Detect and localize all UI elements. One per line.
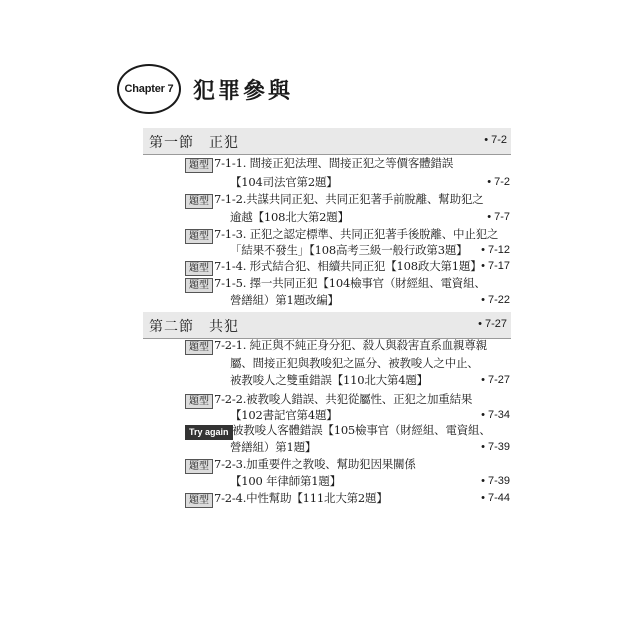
page-number: • 7-44 xyxy=(481,492,510,504)
page-number: • 7-39 xyxy=(481,441,510,453)
question-type-tag: 題型 xyxy=(185,459,213,474)
page-number: • 7-17 xyxy=(481,260,510,272)
page-number: • 7-39 xyxy=(481,475,510,487)
entry-title-line: 7-2-3.加重要件之教唆、幫助犯因果關係 xyxy=(214,457,416,471)
entry-title-line: 營繕組）第1題改編】 xyxy=(230,293,339,307)
page-number: • 7-27 xyxy=(478,318,507,330)
entry-title-line: 營繕組）第1題】 xyxy=(230,440,317,454)
entry-title-line: 7-2-2.被教唆人錯誤、共犯從屬性、正犯之加重結果 xyxy=(214,392,473,406)
page-number: • 7-12 xyxy=(481,244,510,256)
question-type-tag: 題型 xyxy=(185,158,213,173)
page-number: • 7-27 xyxy=(481,374,510,386)
section-title: 第二節 共犯 xyxy=(149,319,239,335)
question-type-tag: 題型 xyxy=(185,261,213,276)
question-type-tag: 題型 xyxy=(185,340,213,355)
entry-title-line: 7-1-2.共謀共同正犯、共同正犯著手前脫離、幫助犯之 xyxy=(214,192,484,206)
question-type-tag: 題型 xyxy=(185,394,213,409)
entry-title-line: 被教唆人客體錯誤【105檢事官（財經組、電資組、 xyxy=(232,423,491,437)
question-type-tag: 題型 xyxy=(185,278,213,293)
entry-title-line: 「結果不發生」【108高考三級一般行政第3題】 xyxy=(230,243,468,257)
entry-title-line: 7-1-5. 擇一共同正犯【104檢事官（財經組、電資組、 xyxy=(214,276,486,290)
section-title: 第一節 正犯 xyxy=(149,135,239,151)
entry-title-line: 【100 年律師第1題】 xyxy=(230,474,342,488)
entry-title-line: 屬、間接正犯與教唆犯之區分、被教唆人之中止、 xyxy=(230,356,479,370)
page-number: • 7-34 xyxy=(481,409,510,421)
entry-title-line: 7-2-4.中性幫助【111北大第2題】 xyxy=(214,491,388,505)
entry-title-line: 【104司法官第2題】 xyxy=(230,175,338,189)
section-header xyxy=(143,128,511,155)
try-again-tag: Try again xyxy=(185,425,233,440)
question-type-tag: 題型 xyxy=(185,194,213,209)
chapter-title: 犯罪參與 xyxy=(193,79,294,104)
entry-title-line: 7-1-4. 形式結合犯、相續共同正犯【108政大第1題】 xyxy=(214,259,482,273)
chapter-badge-label: Chapter 7 xyxy=(124,83,174,95)
entry-title-line: 7-1-3. 正犯之認定標準、共同正犯著手後脫離、中止犯之 xyxy=(214,227,499,241)
entry-title-line: 被教唆人之雙重錯誤【110北大第4題】 xyxy=(230,373,428,387)
page-number: • 7-22 xyxy=(481,294,510,306)
page-number: • 7-2 xyxy=(487,176,510,188)
question-type-tag: 題型 xyxy=(185,229,213,244)
page-number: • 7-7 xyxy=(487,211,510,223)
section-header xyxy=(143,312,511,339)
entry-title-line: 7-2-1. 純正與不純正身分犯、殺人與殺害直系血親尊親 xyxy=(214,338,487,352)
entry-title-line: 逾越【108北大第2題】 xyxy=(230,210,349,224)
page-number: • 7-2 xyxy=(484,134,507,146)
entry-title-line: 7-1-1. 間接正犯法理、間接正犯之等價客體錯誤 xyxy=(214,156,454,170)
question-type-tag: 題型 xyxy=(185,493,213,508)
chapter-badge xyxy=(117,64,181,114)
entry-title-line: 【102書記官第4題】 xyxy=(230,408,338,422)
